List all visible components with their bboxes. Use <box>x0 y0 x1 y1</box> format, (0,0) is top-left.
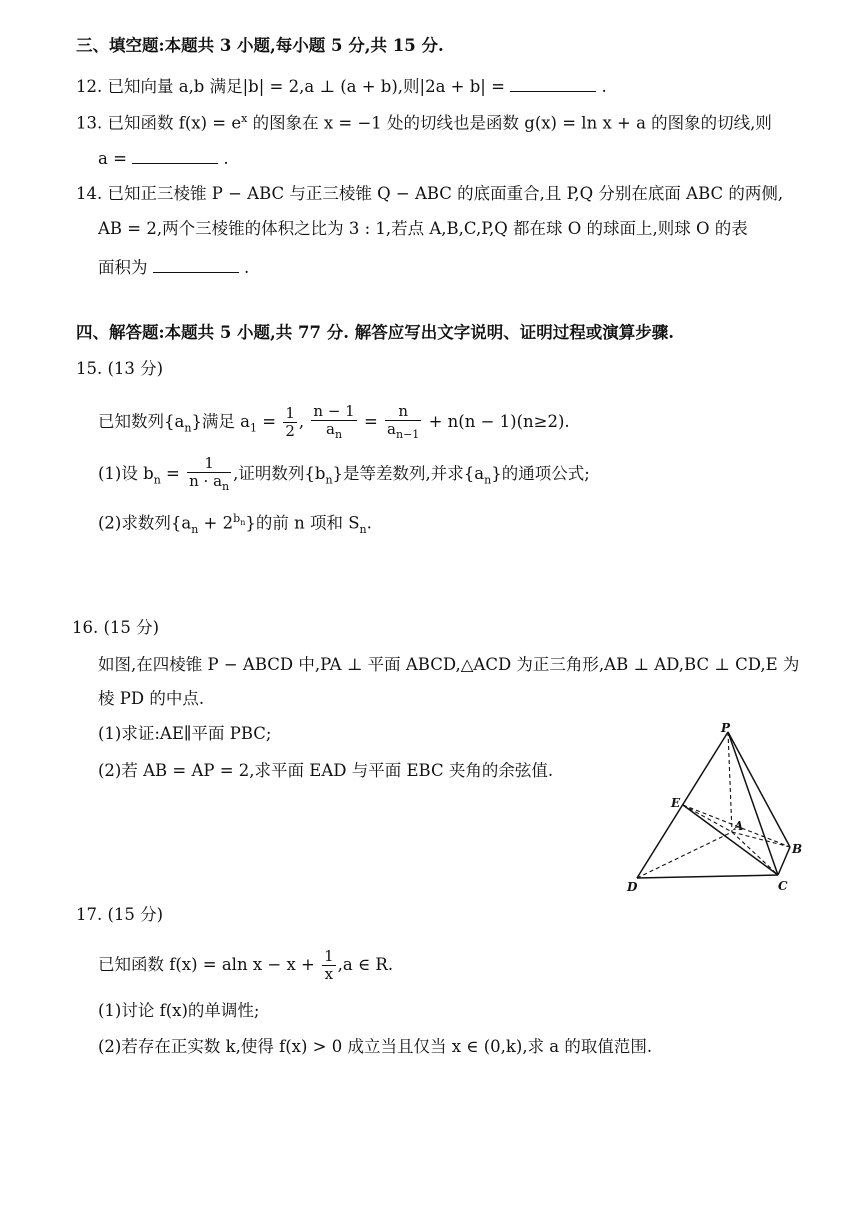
q13-text-a: 13. 已知函数 f(x) = e <box>76 113 242 133</box>
q15-sub-n: n <box>191 522 199 536</box>
label-D: D <box>627 880 638 894</box>
q15-sub-n: n <box>153 473 161 487</box>
q15-p2-d: . <box>366 513 372 533</box>
q12-text: 12. 已知向量 a,b 满足|b| = 2,a ⊥ (a + b),则|2a + b| = <box>76 77 505 96</box>
question-16-number: 16. (15 分) <box>72 618 160 637</box>
question-14-line-3 <box>98 255 249 279</box>
question-15-number: 15. (13 分) <box>76 359 164 378</box>
question-16-line-2: 棱 PD 的中点. <box>98 689 205 708</box>
q15-p1-a: (1)设 b <box>98 464 154 483</box>
section-4-heading: 四、解答题:本题共 5 小题,共 77 分. 解答应写出文字说明、证明过程或演算步骤. <box>76 323 674 342</box>
fraction-1-over-x <box>322 948 336 983</box>
question-14-line-1: 14. 已知正三棱锥 P − ABC 与正三棱锥 Q − ABC 的底面重合,且 P,Q 分别在底面 ABC 的两侧, <box>76 184 784 203</box>
section-3-heading: 三、填空题:本题共 3 小题,每小题 5 分,共 15 分. <box>76 36 444 55</box>
label-E: E <box>671 796 681 810</box>
q15-p1-b: = <box>160 464 180 483</box>
frac-den: $a_{n-1}$ <box>387 419 420 441</box>
question-17-number: 17. (15 分) <box>76 905 164 924</box>
q13-exponent: x <box>241 112 248 125</box>
q13-a-label: a = <box>98 149 127 168</box>
frac-den: $a_n$ <box>326 419 343 441</box>
q15-p2-exp: bn <box>233 512 246 528</box>
q14-text: 面积为 <box>98 258 148 277</box>
q15-sub-n: n <box>359 522 367 536</box>
edge-CB <box>778 847 790 875</box>
fraction-1-over-n-an <box>187 455 231 495</box>
q14-end: . <box>244 258 250 277</box>
frac-num: 1 <box>285 404 295 422</box>
edge-EA <box>683 805 732 832</box>
question-16-part-2: (2)若 AB = AP = 2,求平面 EAD 与平面 EBC 夹角的余弦值. <box>98 761 554 780</box>
pyramid-figure <box>625 720 825 895</box>
q15-p2-c: }的前 n 项和 S <box>245 513 360 533</box>
edge-AB <box>732 832 790 847</box>
edge-DC <box>637 875 778 878</box>
q15-p2-a: (2)求数列{a <box>98 513 192 533</box>
frac-den: x <box>324 965 334 983</box>
question-16-part-1: (1)求证:AE∥平面 PBC; <box>98 724 272 743</box>
label-P: P <box>721 721 731 735</box>
q13-text-b: 的图象在 x = −1 处的切线也是函数 g(x) = ln x + a 的图象的切线,则 <box>247 113 772 133</box>
frac-num: n <box>385 403 421 421</box>
q13-answer-blank <box>132 146 218 164</box>
q17-stem-b: ,a ∈ R. <box>337 955 394 974</box>
question-15-stem <box>98 402 570 448</box>
question-15-part-2 <box>98 508 372 541</box>
q15-p2-b: + 2 <box>198 513 234 533</box>
label-C: C <box>778 879 788 893</box>
fraction-n-over-an-1 <box>385 403 421 443</box>
question-12 <box>76 74 607 98</box>
question-17-part-1: (1)讨论 f(x)的单调性; <box>98 1001 260 1020</box>
question-13-line-2 <box>98 146 229 170</box>
question-16-line-1: 如图,在四棱锥 P − ABCD 中,PA ⊥ 平面 ABCD,△ACD 为正三角形,AB ⊥ AD,BC ⊥ CD,E 为 <box>98 655 800 674</box>
q15-equals: = <box>363 412 378 431</box>
q15-sub-n: n <box>184 421 192 435</box>
frac-den: $n \cdot a_n$ <box>189 471 230 493</box>
q13-end: . <box>223 149 229 168</box>
q15-p1-c: ,证明数列{b <box>233 464 326 483</box>
frac-den: 2 <box>285 422 295 440</box>
q12-end: . <box>601 77 607 96</box>
q12-answer-blank <box>510 74 596 92</box>
q15-stem-a: 已知数列{a <box>98 412 185 431</box>
label-A: A <box>734 819 744 833</box>
figure-solid-edges <box>637 732 790 878</box>
label-B: B <box>792 842 803 856</box>
q15-p1-d: }是等差数列,并求{a <box>332 464 485 483</box>
q15-sub-n: n <box>325 473 333 487</box>
q17-stem-a: 已知函数 f(x) = aln x − x + <box>98 955 315 974</box>
question-17-part-2: (2)若存在正实数 k,使得 f(x) > 0 成立当且仅当 x ∈ (0,k),求 a 的取值范围. <box>98 1037 653 1056</box>
q15-p1-e: }的通项公式; <box>491 464 590 483</box>
frac-num: 1 <box>324 947 334 965</box>
q14-answer-blank <box>153 255 239 273</box>
q15-sub-1: 1 <box>250 421 258 435</box>
fraction-one-half <box>283 405 297 440</box>
edge-PA <box>728 732 732 832</box>
q15-tail: + n(n − 1)(n≥2). <box>428 412 570 431</box>
q15-sub-n: n <box>484 473 492 487</box>
question-14-line-2: AB = 2,两个三棱锥的体积之比为 3 : 1,若点 A,B,C,P,Q 都在球 O 的球面上,则球 O 的表 <box>98 219 748 238</box>
edge-PC <box>728 732 778 875</box>
edge-EC <box>683 805 778 875</box>
q15-stem-c: = <box>257 412 277 431</box>
fraction-n-minus-1-over-an <box>311 403 356 443</box>
question-13-line-1 <box>76 108 772 135</box>
question-15-part-1 <box>98 454 590 500</box>
frac-num: 1 <box>187 455 231 473</box>
frac-num: n − 1 <box>313 401 355 420</box>
q15-stem-b: }满足 a <box>191 412 251 431</box>
q15-sep: , <box>298 412 305 431</box>
question-17-stem <box>98 945 393 985</box>
